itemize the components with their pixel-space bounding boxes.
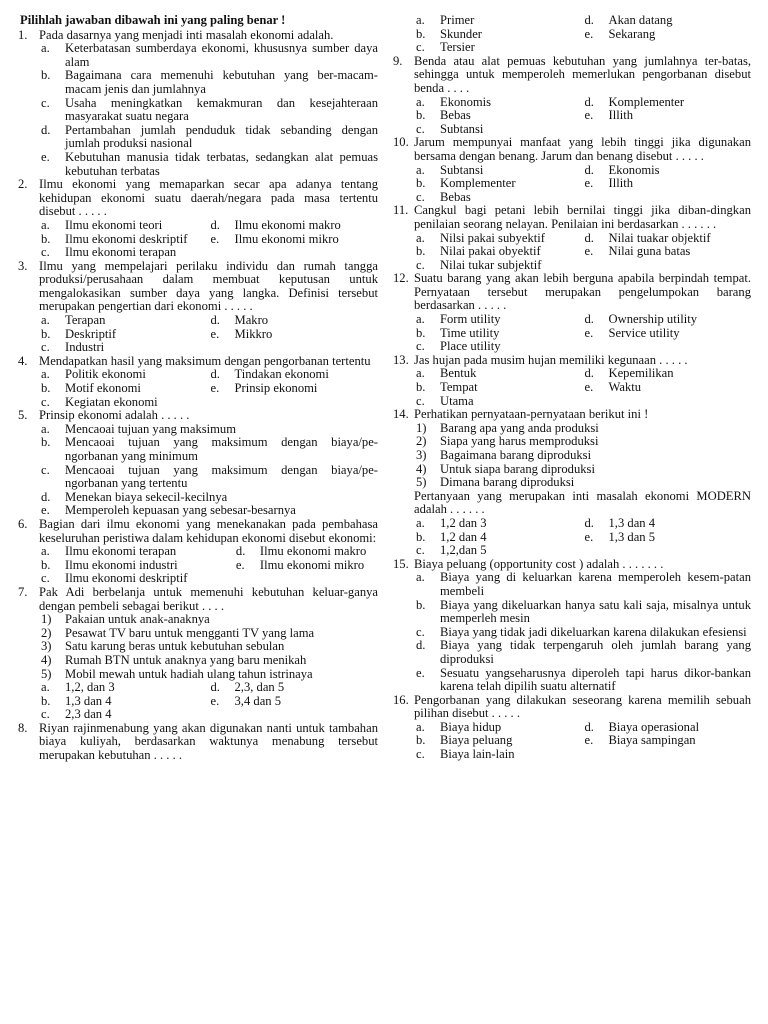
option-d: d. Tindakan ekonomi xyxy=(210,367,329,382)
option-d: d. Ilmu ekonomi makro xyxy=(210,217,341,232)
question-text: Perhatikan pernyataan-pernyataan berikut ini ! xyxy=(414,407,649,422)
question-4 xyxy=(18,355,378,409)
question-8 xyxy=(18,722,378,763)
option-e: e. Memperoleh kepuasan yang sebesar-besarnya xyxy=(41,503,296,518)
question-number: 1. xyxy=(18,27,28,42)
question-number: 6. xyxy=(18,516,28,531)
option-c: c. Ilmu ekonomi terapan xyxy=(41,245,177,260)
options-grid xyxy=(414,367,751,408)
options-grid xyxy=(39,368,378,409)
question-11 xyxy=(393,204,751,272)
option-c: c. Biaya yang tidak jadi dikeluarkan karena dilakukan efesiensi xyxy=(416,624,747,639)
question-6 xyxy=(18,518,378,586)
option-a: a. Biaya hidup xyxy=(416,719,502,734)
question-text: Riyan rajinmenabung yang akan digunakan nanti untuk tambahan biaya kuliyah, berdasarkan waktunya menabung tersebut merupakan kebutuhan . . . . . xyxy=(39,720,378,763)
option-d: d. Komplementer xyxy=(584,94,685,109)
option-b: b. Deskriptif xyxy=(41,326,117,341)
option-d: d. Makro xyxy=(210,313,269,328)
question-text: Mendapatkan hasil yang maksimum dengan pengorbanan tertentu xyxy=(39,353,371,368)
option-d: d. Ilmu ekonomi makro xyxy=(235,544,367,559)
question-number: 7. xyxy=(18,584,28,599)
option-b: b. Skunder xyxy=(416,26,482,41)
right-column xyxy=(393,14,751,762)
option-a: a. Nilsi pakai subyektif xyxy=(416,230,545,245)
option-c: c. 2,3 dan 4 xyxy=(41,707,112,722)
option-a: a. Primer xyxy=(416,13,475,27)
question-number: 10. xyxy=(393,135,409,150)
statement-item: 1) Barang apa yang anda produksi xyxy=(416,420,599,435)
question-7 xyxy=(18,586,378,722)
option-e: e. Illith xyxy=(584,176,633,191)
question-15 xyxy=(393,558,751,694)
question-number: 11. xyxy=(393,203,409,218)
option-a: a. Politik ekonomi xyxy=(41,367,146,382)
option-c: c. Ilmu ekonomi deskriptif xyxy=(41,571,188,586)
option-c: c. Kegiatan ekonomi xyxy=(41,394,158,409)
option-c: c. Subtansi xyxy=(416,121,484,136)
question-number: 16. xyxy=(393,692,409,707)
option-e: e. Nilai guna batas xyxy=(584,244,691,259)
question-8-options xyxy=(393,14,751,55)
statement-item: 4) Rumah BTN untuk anaknya yang baru menikah xyxy=(41,652,307,667)
question-5 xyxy=(18,409,378,518)
question-number: 2. xyxy=(18,177,28,192)
statement-item: 2) Pesawat TV baru untuk mengganti TV yang lama xyxy=(41,625,315,640)
option-d: d. Menekan biaya sekecil-kecilnya xyxy=(41,489,228,504)
option-c: c. Usaha meningkatkan kemakmuran dan kesejahteraan masyarakat suatu negara xyxy=(41,95,378,124)
option-e: e. Illith xyxy=(584,108,633,123)
question-number: 5. xyxy=(18,408,28,423)
option-d: d. Biaya yang tidak terpengaruh oleh jumlah barang yang diproduksi xyxy=(416,638,751,666)
option-c: c. Bebas xyxy=(416,189,471,204)
left-column xyxy=(18,14,378,763)
option-b: b. 1,2 dan 4 xyxy=(416,529,487,544)
question-text: Benda atau alat pemuas kebutuhan yang jumlahnya ter-batas, sehingga untuk memperoleh memerlukan pengorbanan disebut benda . . . . xyxy=(414,53,751,95)
option-b: b. Nilai pakai obyektif xyxy=(416,244,541,259)
option-a: a. Ilmu ekonomi terapan xyxy=(41,544,177,559)
option-a: a. 1,2, dan 3 xyxy=(41,680,115,695)
statement-item: 1) Pakaian untuk anak-anaknya xyxy=(41,612,210,627)
question-12 xyxy=(393,272,751,354)
options-grid xyxy=(414,232,751,273)
statement-item: 5) Mobil mewah untuk hadiah ulang tahun istrinaya xyxy=(41,666,313,681)
option-b: b. Komplementer xyxy=(416,176,516,191)
option-e: e. Mikkro xyxy=(210,326,273,341)
option-b: b. 1,3 dan 4 xyxy=(41,693,112,708)
question-text: Ilmu ekonomi yang memaparkan secar apa adanya tentang kehidupan ekonomi suatu daerah/negara pada masa tertentu disebut . . . . . xyxy=(39,177,378,219)
option-e: e. Biaya sampingan xyxy=(584,733,696,748)
statement-item: 2) Siapa yang harus memproduksi xyxy=(416,434,599,449)
option-d: d. Kepemilikan xyxy=(584,366,674,381)
option-d: d. Ekonomis xyxy=(584,162,660,177)
question-number: 8. xyxy=(18,720,28,735)
option-e: e. 3,4 dan 5 xyxy=(210,693,282,708)
option-a: a. 1,2 dan 3 xyxy=(416,515,487,530)
option-a: a. Ekonomis xyxy=(416,94,492,109)
options-grid xyxy=(414,14,751,55)
statement-item: 4) Untuk siapa barang diproduksi xyxy=(416,461,595,476)
options-grid xyxy=(39,219,378,260)
option-c: c. Place utility xyxy=(416,339,501,354)
question-13 xyxy=(393,354,751,408)
question-text: Biaya peluang (opportunity cost ) adalah . . . . . . . xyxy=(414,556,664,571)
option-a: a. Form utility xyxy=(416,312,501,327)
option-b: b. Mencaoai tujuan yang maksimum dengan biaya/pe-ngorbanan yang minimum xyxy=(41,435,378,463)
question-text: Pak Adi berbelanja untuk memenuhi kebutuhan keluar-ganya dengan pembeli sebagai berikut . . . . xyxy=(39,584,378,613)
options-grid xyxy=(414,96,751,137)
option-b: b. Ilmu ekonomi industri xyxy=(41,557,178,572)
option-b: b. Bagaimana cara memenuhi kebutuhan yang ber-macam-macam jenis dan jumlahnya xyxy=(41,68,378,96)
option-c: c. 1,2,dan 5 xyxy=(416,543,487,558)
question-text: Jas hujan pada musim hujan memiliki kegunaan . . . . . xyxy=(414,352,688,367)
option-b: b. Motif ekonomi xyxy=(41,381,141,396)
option-e: e. Ilmu ekonomi mikro xyxy=(235,557,365,572)
option-b: b. Biaya yang dikeluarkan hanya satu kali saja, misalnya untuk memperleh mesin xyxy=(416,597,751,626)
statement-item: 5) Dimana barang diproduksi xyxy=(416,475,575,490)
question-number: 9. xyxy=(393,53,403,68)
question-16 xyxy=(393,694,751,762)
option-b: b. Ilmu ekonomi deskriptif xyxy=(41,231,188,246)
question-number: 14. xyxy=(393,407,409,422)
option-c: c. Industri xyxy=(41,340,105,355)
option-a: a. Biaya yang di keluarkan karena memperoleh kesem-patan membeli xyxy=(416,570,751,598)
question-number: 3. xyxy=(18,258,28,273)
question-number: 13. xyxy=(393,352,409,367)
question-text: Cangkul bagi petani lebih bernilai tinggi jika diban-dingkan penilaian seorang nelayan. Penilaian ini berdasarkan . . . . . . xyxy=(414,203,751,231)
option-b: b. Time utility xyxy=(416,325,500,340)
option-a: a. Mencaoai tujuan yang maksimum xyxy=(41,421,237,436)
instructions-heading: Pilihlah jawaban dibawah ini yang paling benar ! xyxy=(20,13,286,27)
option-d: d. Ownership utility xyxy=(584,312,698,327)
option-e: e. Kebutuhan manusia tidak terbatas, sedangkan alat pemuas kebutuhan terbatas xyxy=(41,149,378,178)
question-text: Pengorbanan yang dilakukan seseorang karena memilih sebuah pilihan disebut . . . . . xyxy=(414,692,751,721)
option-d: d. Pertambahan jumlah penduduk tidak sebanding dengan jumlah produksi nasional xyxy=(41,122,378,151)
option-b: b. Bebas xyxy=(416,108,471,123)
options-grid xyxy=(414,164,751,205)
question-text: Ilmu yang mempelajari perilaku individu dan rumah tangga produksi/perusahaan dalam membuat keputusan untuk mengalokasikan sumber daya yang langka. Definisi tersebut merupakan pengertian dari ekonomi . . . . . xyxy=(39,258,378,314)
option-c: c. Utama xyxy=(416,393,474,408)
statement-item: 3) Satu karung beras untuk kebutuhan sebulan xyxy=(41,639,285,654)
question-1 xyxy=(18,29,378,179)
option-e: e. Sekarang xyxy=(584,26,656,41)
question-text: Jarum mempunyai manfaat yang lebih tinggi jika digunakan bersama dengan benang. Jarum dan benang disebut . . . . . xyxy=(414,135,751,163)
options-grid xyxy=(39,545,378,586)
option-e: e. Waktu xyxy=(584,380,642,395)
option-a: a. Keterbatasan sumberdaya ekonomi, khususnya sumber daya alam xyxy=(41,41,378,69)
option-c: c. Biaya lain-lain xyxy=(416,747,515,762)
option-a: a. Terapan xyxy=(41,313,106,328)
question-text: Bagian dari ilmu ekonomi yang menekanakan pada pembahasa keseluruhan peristiwa dalam kehidupan ekonomi disebut ekonomi: xyxy=(39,516,378,545)
question-3 xyxy=(18,260,378,355)
option-e: e. Service utility xyxy=(584,325,680,340)
option-e: e. Sesuatu yangseharusnya diperoleh tapi harus dikor-bankan karena telah dipilih suatu alternatif xyxy=(416,665,751,694)
option-d: d. 1,3 dan 4 xyxy=(584,515,656,530)
question-number: 12. xyxy=(393,271,409,286)
option-e: e. Ilmu ekonomi mikro xyxy=(210,231,339,246)
options-grid xyxy=(414,517,751,558)
options-grid xyxy=(414,721,751,762)
question-14 xyxy=(393,408,751,558)
question-text: Prinsip ekonomi adalah . . . . . xyxy=(39,408,190,423)
option-c: c. Nilai tukar subjektif xyxy=(416,257,542,272)
question-9 xyxy=(393,55,751,137)
question-10 xyxy=(393,136,751,204)
options-grid xyxy=(39,314,378,355)
option-c: c. Mencaoai tujuan yang maksimum dengan biaya/pe-ngorbanan yang tertentu xyxy=(41,462,378,491)
option-e: e. 1,3 dan 5 xyxy=(584,529,656,544)
option-d: d. Biaya operasional xyxy=(584,719,700,734)
option-a: a. Ilmu ekonomi teori xyxy=(41,217,163,232)
option-a: a. Subtansi xyxy=(416,162,484,177)
question-number: 15. xyxy=(393,556,409,571)
option-b: b. Tempat xyxy=(416,380,478,395)
option-d: d. 2,3, dan 5 xyxy=(210,680,285,695)
option-d: d. Akan datang xyxy=(584,13,673,27)
question-2 xyxy=(18,178,378,260)
statement-item: 3) Bagaimana barang diproduksi xyxy=(416,448,592,462)
option-b: b. Biaya peluang xyxy=(416,733,513,748)
option-e: e. Prinsip ekonomi xyxy=(210,381,318,396)
options-grid xyxy=(39,681,378,722)
question-text: Suatu barang yang akan lebih berguna apabila berpindah tempat. Pernyataan tersebut merupakan pengelumpokan barang berdasarkan . . . . . xyxy=(414,271,751,313)
option-c: c. Tersier xyxy=(416,40,475,55)
question-number: 4. xyxy=(18,353,28,368)
question-text: Pada dasarnya yang menjadi inti masalah ekonomi adalah. xyxy=(39,27,334,42)
option-d: d. Nilai tuakar objektif xyxy=(584,230,711,245)
options-grid xyxy=(414,313,751,354)
question-text-continued: Pertanyaan yang merupakan inti masalah ekonomi MODERN adalah . . . . . . xyxy=(414,488,751,517)
option-a: a. Bentuk xyxy=(416,366,477,381)
